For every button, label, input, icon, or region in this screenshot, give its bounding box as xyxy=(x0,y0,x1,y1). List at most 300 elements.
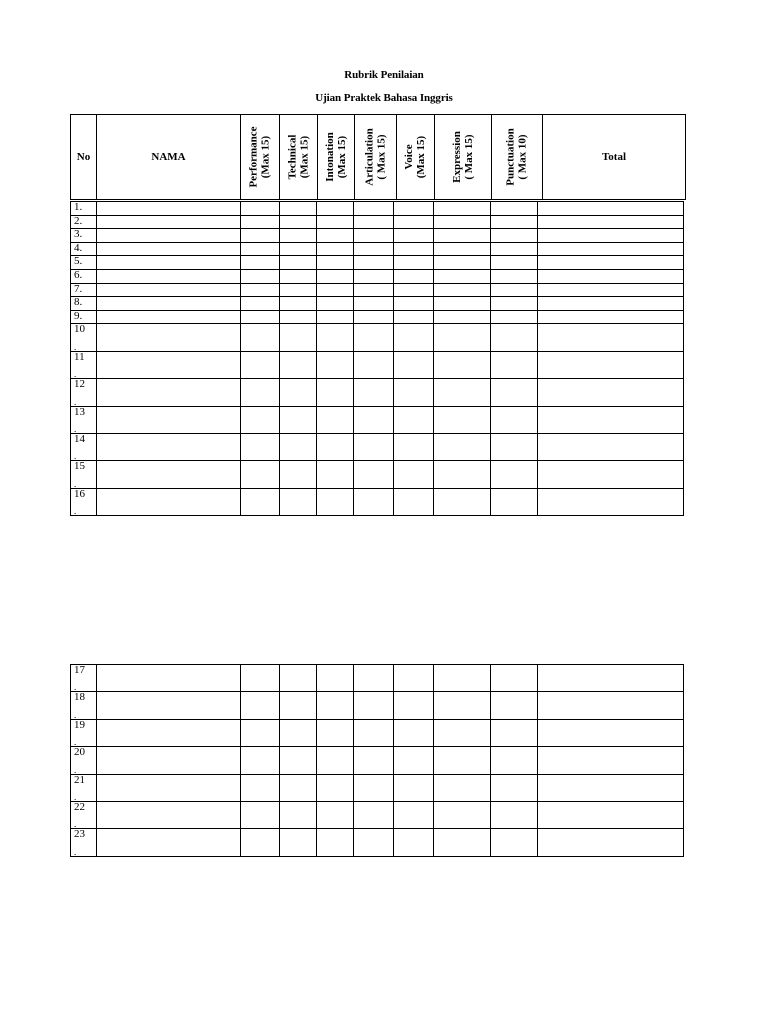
table-row xyxy=(71,215,684,229)
score-cell xyxy=(394,256,434,270)
score-cell xyxy=(354,801,394,828)
score-cell xyxy=(434,269,491,283)
score-cell xyxy=(280,406,317,433)
score-cell xyxy=(354,829,394,856)
header-no: No xyxy=(71,115,97,199)
table-row xyxy=(71,351,684,378)
score-cell xyxy=(241,351,280,378)
score-cell xyxy=(354,406,394,433)
row-number xyxy=(71,692,97,719)
score-cell xyxy=(317,488,354,515)
row-number xyxy=(71,461,97,488)
name-cell xyxy=(97,215,241,229)
header-articulation-label: Articulation ( Max 15) xyxy=(363,128,388,186)
score-cell xyxy=(317,324,354,351)
score-cell xyxy=(491,297,538,311)
score-cell xyxy=(434,433,491,460)
row-number xyxy=(71,406,97,433)
name-cell xyxy=(97,297,241,311)
total-cell xyxy=(538,269,684,283)
score-cell xyxy=(241,406,280,433)
score-cell xyxy=(491,215,538,229)
row-number-label: 7. xyxy=(74,282,83,295)
row-number xyxy=(71,665,97,692)
score-cell xyxy=(241,801,280,828)
score-cell xyxy=(394,433,434,460)
score-cell xyxy=(434,229,491,243)
score-cell xyxy=(491,829,538,856)
header-punctuation-label: Punctuation ( Max 10) xyxy=(505,128,529,186)
header-performance xyxy=(241,115,280,199)
name-cell xyxy=(97,202,241,216)
score-cell xyxy=(354,747,394,774)
score-cell xyxy=(394,242,434,256)
table-row xyxy=(71,379,684,406)
table-row xyxy=(71,269,684,283)
row-number xyxy=(71,433,97,460)
table-row xyxy=(71,801,684,828)
table-row xyxy=(71,692,684,719)
score-cell xyxy=(354,692,394,719)
row-number xyxy=(71,801,97,828)
score-cell xyxy=(434,215,491,229)
score-cell xyxy=(241,665,280,692)
total-cell xyxy=(538,379,684,406)
total-cell xyxy=(538,229,684,243)
name-cell xyxy=(97,310,241,324)
row-number xyxy=(71,774,97,801)
score-cell xyxy=(354,269,394,283)
name-cell xyxy=(97,379,241,406)
score-cell xyxy=(280,269,317,283)
score-cell xyxy=(354,283,394,297)
score-cell xyxy=(317,665,354,692)
score-cell xyxy=(241,829,280,856)
row-number xyxy=(71,283,97,297)
score-cell xyxy=(317,692,354,719)
score-cell xyxy=(354,433,394,460)
row-number-suffix: . xyxy=(74,764,77,775)
score-cell xyxy=(491,461,538,488)
score-cell xyxy=(354,229,394,243)
row-number xyxy=(71,379,97,406)
score-cell xyxy=(434,202,491,216)
row-number-label: 5. xyxy=(74,255,83,268)
score-cell xyxy=(317,719,354,746)
total-cell xyxy=(538,202,684,216)
score-cell xyxy=(317,461,354,488)
score-cell xyxy=(241,229,280,243)
score-cell xyxy=(491,283,538,297)
score-cell xyxy=(394,406,434,433)
score-cell xyxy=(434,297,491,311)
score-cell xyxy=(317,829,354,856)
score-cell xyxy=(280,461,317,488)
table-row xyxy=(71,297,684,311)
row-number-label: 4. xyxy=(74,241,83,254)
row-number xyxy=(71,242,97,256)
table-row xyxy=(71,256,684,270)
score-cell xyxy=(434,351,491,378)
score-cell xyxy=(394,379,434,406)
score-cell xyxy=(280,692,317,719)
score-cell xyxy=(241,310,280,324)
score-cell xyxy=(434,324,491,351)
score-cell xyxy=(241,215,280,229)
table-row xyxy=(71,433,684,460)
score-cell xyxy=(280,665,317,692)
score-cell xyxy=(394,283,434,297)
score-cell xyxy=(317,202,354,216)
score-cell xyxy=(491,229,538,243)
table-row xyxy=(71,829,684,856)
header-technical-label: Technical (Max 15) xyxy=(286,134,311,180)
score-cell xyxy=(491,406,538,433)
score-cell xyxy=(394,297,434,311)
header-total: Total xyxy=(601,151,627,163)
row-number-label: 10 xyxy=(74,323,85,336)
header-punctuation xyxy=(492,115,543,199)
score-cell xyxy=(241,461,280,488)
total-cell xyxy=(538,747,684,774)
row-number xyxy=(71,202,97,216)
score-cell xyxy=(241,692,280,719)
score-cell xyxy=(491,242,538,256)
name-cell xyxy=(97,829,241,856)
score-cell xyxy=(241,202,280,216)
total-cell xyxy=(538,461,684,488)
document-subtitle: Ujian Praktek Bahasa Inggris xyxy=(315,92,453,104)
score-cell xyxy=(280,379,317,406)
row-number xyxy=(71,310,97,324)
row-number-label: 13 xyxy=(74,405,85,418)
name-cell xyxy=(97,692,241,719)
row-number-label: 16 xyxy=(74,487,85,500)
score-cell xyxy=(394,692,434,719)
row-number-label: 14 xyxy=(74,432,85,445)
row-number-label: 11 xyxy=(74,350,85,363)
score-cell xyxy=(394,665,434,692)
row-number-suffix: . xyxy=(74,682,77,693)
row-number-label: 17 xyxy=(74,664,85,676)
table-row xyxy=(71,461,684,488)
score-cell xyxy=(434,256,491,270)
table-row xyxy=(71,665,684,692)
row-number-label: 23 xyxy=(74,828,85,841)
score-cell xyxy=(491,433,538,460)
score-cell xyxy=(434,242,491,256)
table-row xyxy=(71,747,684,774)
table-row xyxy=(71,310,684,324)
score-cell xyxy=(434,692,491,719)
total-cell xyxy=(538,801,684,828)
table-row xyxy=(71,283,684,297)
score-cell xyxy=(317,229,354,243)
total-cell xyxy=(538,242,684,256)
total-cell xyxy=(538,283,684,297)
score-cell xyxy=(280,229,317,243)
score-cell xyxy=(491,310,538,324)
score-cell xyxy=(317,801,354,828)
score-cell xyxy=(491,665,538,692)
score-cell xyxy=(317,310,354,324)
score-cell xyxy=(354,256,394,270)
total-cell xyxy=(538,665,684,692)
score-cell xyxy=(317,269,354,283)
score-cell xyxy=(241,488,280,515)
score-cell xyxy=(241,747,280,774)
row-number-label: 12 xyxy=(74,378,85,391)
total-cell xyxy=(538,310,684,324)
header-expression-label: Expression ( Max 15) xyxy=(450,131,475,183)
score-cell xyxy=(241,297,280,311)
table-row xyxy=(71,202,684,216)
name-cell xyxy=(97,774,241,801)
row-number-label: 22 xyxy=(74,800,85,813)
row-number-label: 6. xyxy=(74,268,83,281)
score-cell xyxy=(354,324,394,351)
row-number-suffix: . xyxy=(74,369,77,380)
score-cell xyxy=(394,829,434,856)
row-number-label: 8. xyxy=(74,296,83,309)
score-cell xyxy=(280,351,317,378)
row-number-label: 21 xyxy=(74,773,85,786)
score-cell xyxy=(491,719,538,746)
total-cell xyxy=(538,829,684,856)
score-cell xyxy=(354,665,394,692)
row-number-suffix: . xyxy=(74,791,77,802)
score-cell xyxy=(354,379,394,406)
score-cell xyxy=(491,324,538,351)
score-cell xyxy=(354,242,394,256)
score-cell xyxy=(394,461,434,488)
score-cell xyxy=(354,461,394,488)
score-cell xyxy=(280,801,317,828)
score-cell xyxy=(491,747,538,774)
header-intonation-label: Intonation (Max 15) xyxy=(324,132,348,182)
score-cell xyxy=(434,665,491,692)
row-number-suffix: . xyxy=(74,506,77,517)
row-number-label: 19 xyxy=(74,718,85,731)
name-cell xyxy=(97,488,241,515)
name-cell xyxy=(97,256,241,270)
score-cell xyxy=(280,310,317,324)
score-cell xyxy=(241,324,280,351)
score-cell xyxy=(434,379,491,406)
score-cell xyxy=(317,256,354,270)
score-cell xyxy=(491,801,538,828)
score-cell xyxy=(434,719,491,746)
name-cell xyxy=(97,242,241,256)
total-cell xyxy=(538,256,684,270)
score-cell xyxy=(317,351,354,378)
score-cell xyxy=(280,433,317,460)
score-cell xyxy=(394,351,434,378)
score-cell xyxy=(394,202,434,216)
total-cell xyxy=(538,351,684,378)
total-cell xyxy=(538,692,684,719)
score-cell xyxy=(491,256,538,270)
score-cell xyxy=(280,324,317,351)
score-cell xyxy=(491,692,538,719)
row-number-suffix: . xyxy=(74,423,77,434)
score-cell xyxy=(394,215,434,229)
score-cell xyxy=(317,774,354,801)
row-number-suffix: . xyxy=(74,846,77,857)
score-cell xyxy=(394,719,434,746)
score-cell xyxy=(491,202,538,216)
score-cell xyxy=(280,829,317,856)
score-table-page1 xyxy=(70,201,684,516)
score-cell xyxy=(280,774,317,801)
row-number xyxy=(71,324,97,351)
score-cell xyxy=(241,269,280,283)
score-cell xyxy=(491,774,538,801)
score-cell xyxy=(241,242,280,256)
row-number xyxy=(71,488,97,515)
table-row xyxy=(71,488,684,515)
score-cell xyxy=(434,488,491,515)
header-technical xyxy=(280,115,318,199)
score-cell xyxy=(241,433,280,460)
name-cell xyxy=(97,229,241,243)
table-header xyxy=(70,114,686,200)
score-cell xyxy=(317,406,354,433)
table-row xyxy=(71,719,684,746)
score-cell xyxy=(434,283,491,297)
score-cell xyxy=(354,719,394,746)
row-number-label: 3. xyxy=(74,228,83,241)
score-cell xyxy=(354,488,394,515)
name-cell xyxy=(97,269,241,283)
header-expression xyxy=(435,115,492,199)
name-cell xyxy=(97,406,241,433)
name-cell xyxy=(97,719,241,746)
score-cell xyxy=(434,747,491,774)
score-cell xyxy=(280,719,317,746)
header-performance-label: Performance (Max 15) xyxy=(248,126,273,188)
score-cell xyxy=(394,801,434,828)
table-row xyxy=(71,324,684,351)
score-cell xyxy=(394,774,434,801)
score-cell xyxy=(491,351,538,378)
score-cell xyxy=(280,747,317,774)
score-cell xyxy=(317,242,354,256)
score-cell xyxy=(491,269,538,283)
name-cell xyxy=(97,324,241,351)
score-cell xyxy=(434,310,491,324)
total-cell xyxy=(538,719,684,746)
row-number-suffix: . xyxy=(74,478,77,489)
score-cell xyxy=(394,229,434,243)
total-cell xyxy=(538,297,684,311)
name-cell xyxy=(97,283,241,297)
score-cell xyxy=(434,801,491,828)
row-number-suffix: . xyxy=(74,341,77,352)
row-number-suffix: . xyxy=(74,737,77,748)
score-cell xyxy=(280,215,317,229)
score-cell xyxy=(241,774,280,801)
row-number xyxy=(71,215,97,229)
row-number xyxy=(71,829,97,856)
name-cell xyxy=(97,461,241,488)
row-number xyxy=(71,229,97,243)
row-number-label: 15 xyxy=(74,460,85,473)
name-cell xyxy=(97,433,241,460)
header-articulation xyxy=(355,115,397,199)
score-cell xyxy=(394,324,434,351)
score-cell xyxy=(317,433,354,460)
score-cell xyxy=(354,351,394,378)
row-number xyxy=(71,351,97,378)
score-cell xyxy=(280,488,317,515)
row-number-label: 20 xyxy=(74,746,85,759)
score-cell xyxy=(280,242,317,256)
score-cell xyxy=(317,379,354,406)
row-number-suffix: . xyxy=(74,451,77,462)
row-number-label: 2. xyxy=(74,214,83,227)
score-cell xyxy=(280,283,317,297)
row-number-suffix: . xyxy=(74,709,77,720)
score-cell xyxy=(394,488,434,515)
score-cell xyxy=(354,310,394,324)
header-voice xyxy=(397,115,435,199)
score-cell xyxy=(317,297,354,311)
score-cell xyxy=(434,774,491,801)
total-cell xyxy=(538,215,684,229)
score-cell xyxy=(241,256,280,270)
row-number xyxy=(71,747,97,774)
table-row xyxy=(71,229,684,243)
score-cell xyxy=(354,215,394,229)
name-cell xyxy=(97,801,241,828)
score-cell xyxy=(354,774,394,801)
score-cell xyxy=(317,215,354,229)
row-number-suffix: . xyxy=(74,396,77,407)
row-number xyxy=(71,719,97,746)
table-row xyxy=(71,406,684,433)
score-cell xyxy=(317,747,354,774)
header-nama: NAMA xyxy=(97,115,241,199)
total-cell xyxy=(538,433,684,460)
name-cell xyxy=(97,665,241,692)
score-table-page2 xyxy=(70,664,684,857)
name-cell xyxy=(97,747,241,774)
score-cell xyxy=(354,297,394,311)
table-row xyxy=(71,242,684,256)
total-cell xyxy=(538,774,684,801)
score-cell xyxy=(491,488,538,515)
score-cell xyxy=(280,202,317,216)
row-number-label: 9. xyxy=(74,309,83,322)
score-cell xyxy=(241,719,280,746)
score-cell xyxy=(434,829,491,856)
score-cell xyxy=(434,406,491,433)
score-cell xyxy=(317,283,354,297)
row-number-suffix: . xyxy=(74,819,77,830)
total-cell xyxy=(538,324,684,351)
row-number-label: 18 xyxy=(74,691,85,704)
score-cell xyxy=(354,202,394,216)
row-number xyxy=(71,256,97,270)
name-cell xyxy=(97,351,241,378)
score-cell xyxy=(280,297,317,311)
total-cell xyxy=(538,406,684,433)
score-cell xyxy=(280,256,317,270)
total-cell xyxy=(538,488,684,515)
row-number xyxy=(71,269,97,283)
score-cell xyxy=(394,310,434,324)
